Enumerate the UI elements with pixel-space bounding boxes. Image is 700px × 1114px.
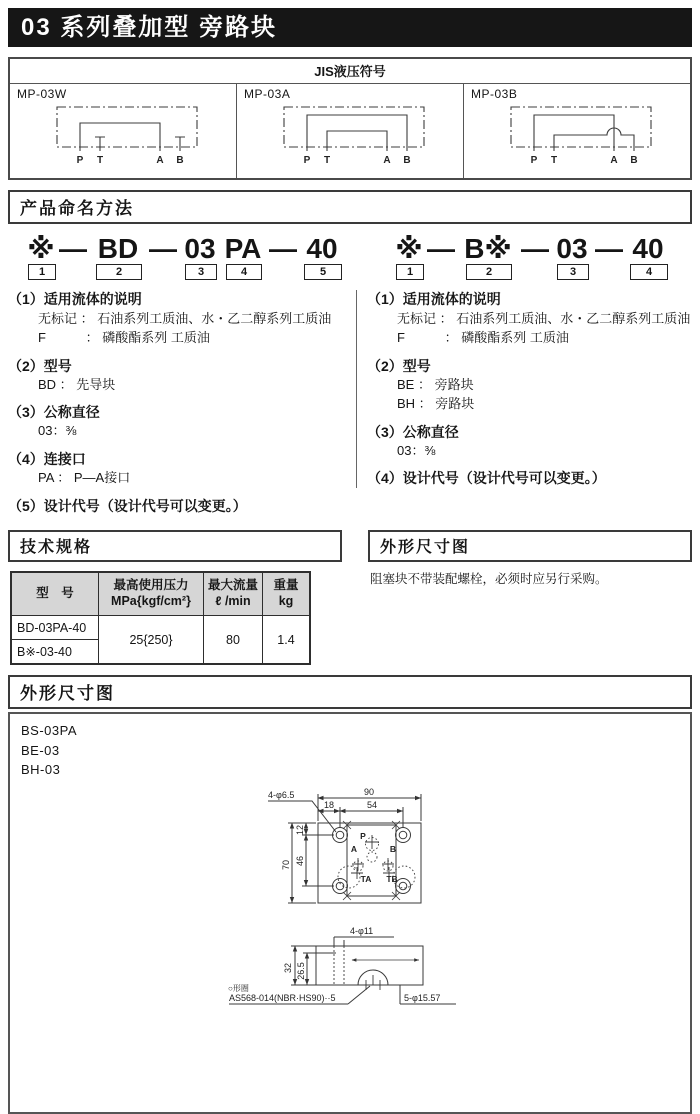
jis-cell-mp03w bbox=[10, 84, 237, 178]
dim-model-1: BS-03PA bbox=[21, 723, 78, 739]
item-head-text: 适用流体的说明 bbox=[43, 291, 142, 308]
item-num: （3） bbox=[367, 423, 403, 440]
item-row: 无标记 ： 石油系列工质油、水・乙二醇系列工质油 bbox=[38, 310, 332, 326]
top-view-geometry bbox=[268, 794, 421, 903]
oring-spec-label: AS568-014(NBR·HS90)··5 bbox=[229, 993, 336, 1004]
naming-items-left bbox=[8, 290, 356, 514]
col-header-flow: 最大流量 bbox=[207, 578, 258, 593]
item-row: 03：⅜ bbox=[397, 442, 436, 458]
code-box-3: 3 bbox=[557, 264, 589, 280]
code-seg: 03 bbox=[556, 233, 588, 264]
model-code-row bbox=[26, 234, 356, 263]
port-b-label: B bbox=[389, 844, 397, 855]
item-row: F ： 磷酸酯系列 工质油 bbox=[397, 330, 569, 346]
jis-panel-title: JIS液压符号 bbox=[10, 59, 690, 84]
code-seg: — bbox=[149, 233, 177, 264]
naming-item bbox=[367, 469, 692, 487]
dim-bore-label: 5-φ15.57 bbox=[404, 993, 441, 1004]
code-seg: — bbox=[59, 233, 87, 264]
item-head-text: 型号 bbox=[43, 357, 72, 374]
item-row: BH ： 旁路块 bbox=[397, 396, 475, 412]
col-header-weight-unit: kg bbox=[278, 594, 294, 609]
code-seg: 03 bbox=[184, 233, 216, 264]
dim-offset-left-label: 18 bbox=[323, 800, 335, 811]
catalog-page bbox=[8, 0, 692, 1114]
flow-value: 80 bbox=[204, 616, 263, 665]
code-box-4: 4 bbox=[630, 264, 668, 280]
port-label-a: A bbox=[610, 155, 618, 166]
outline-note-text: 阻塞块不带装配螺栓，必须时应另行采购。 bbox=[370, 571, 608, 586]
item-row: BD ： 先导块 bbox=[38, 376, 116, 392]
oring-name-label: ○形圈 bbox=[228, 984, 249, 994]
naming-item bbox=[367, 423, 692, 461]
code-number-boxes bbox=[26, 264, 356, 282]
code-box-2: 2 bbox=[466, 264, 512, 280]
dim-width-label: 90 bbox=[363, 787, 375, 798]
col-header-flow-unit: ℓ /min bbox=[215, 594, 251, 609]
code-seg: BD bbox=[97, 233, 139, 264]
naming-item bbox=[8, 497, 356, 515]
item-row: 03：⅜ bbox=[38, 423, 77, 439]
naming-item bbox=[8, 403, 356, 441]
item-num: （1） bbox=[367, 291, 403, 308]
dimension-drawing bbox=[216, 778, 546, 1028]
spec-table bbox=[10, 571, 311, 666]
port-label-t: T bbox=[550, 155, 558, 166]
col-header-pressure: 最高使用压力 bbox=[113, 578, 189, 593]
dim-holes-label: 4-φ6.5 bbox=[268, 790, 295, 801]
naming-item bbox=[8, 290, 356, 347]
hydraulic-symbol-mp03b-diagram bbox=[466, 97, 688, 171]
item-head-text: 设计代号（设计代号可以变更。） bbox=[43, 497, 247, 514]
symbol-model-label: MP-03B bbox=[471, 87, 518, 101]
naming-columns bbox=[8, 226, 692, 524]
col-header-weight: 重量 bbox=[273, 578, 299, 593]
port-label-t: T bbox=[323, 155, 331, 166]
item-num: （2） bbox=[367, 357, 403, 374]
dim-side-depth-label: 26.5 bbox=[296, 962, 306, 981]
code-seg: — bbox=[427, 233, 455, 264]
code-box-3: 3 bbox=[185, 264, 217, 280]
code-seg: — bbox=[269, 233, 297, 264]
naming-section-title: 产品命名方法 bbox=[8, 190, 692, 224]
code-seg: PA bbox=[224, 233, 262, 264]
port-label-a: A bbox=[383, 155, 391, 166]
hydraulic-symbol-mp03w-diagram bbox=[12, 97, 234, 171]
code-seg: ※ bbox=[27, 233, 55, 264]
code-box-2: 2 bbox=[96, 264, 142, 280]
naming-item bbox=[367, 290, 692, 347]
jis-cell-mp03a bbox=[237, 84, 464, 178]
dim-side-holes-label: 4-φ11 bbox=[350, 926, 374, 937]
item-num: （4） bbox=[8, 450, 44, 467]
code-box-1: 1 bbox=[28, 264, 56, 280]
code-seg: ※ bbox=[395, 233, 423, 264]
item-head-text: 适用流体的说明 bbox=[402, 291, 501, 308]
item-head-text: 公称直径 bbox=[43, 404, 100, 421]
dim-model-2: BE-03 bbox=[21, 742, 60, 758]
code-seg: — bbox=[595, 233, 623, 264]
item-head-text: 设计代号（设计代号可以变更。） bbox=[402, 470, 606, 487]
port-label-p: P bbox=[76, 155, 84, 166]
dimension-model-list bbox=[21, 721, 77, 780]
item-row: BE ： 旁路块 bbox=[397, 376, 474, 392]
col-header-model: 型 号 bbox=[36, 586, 74, 601]
port-ta-label: TA bbox=[360, 874, 372, 885]
item-num: （3） bbox=[8, 404, 44, 421]
model-code-row bbox=[394, 234, 692, 263]
naming-item bbox=[367, 357, 692, 414]
naming-column-bd bbox=[8, 226, 356, 524]
jis-cell-mp03b bbox=[464, 84, 690, 178]
item-row: 无标记 ： 石油系列工质油、水・乙二醇系列工质油 bbox=[397, 310, 691, 326]
code-seg: — bbox=[521, 233, 549, 264]
port-a-label: A bbox=[350, 844, 358, 855]
dim-span-label: 54 bbox=[366, 800, 378, 811]
dim-height-label: 70 bbox=[281, 860, 291, 871]
jis-symbol-panel bbox=[8, 57, 692, 180]
item-num: （4） bbox=[367, 470, 403, 487]
model-code-b bbox=[394, 234, 692, 282]
symbol-model-label: MP-03A bbox=[244, 87, 291, 101]
model-name-cell: BD-03PA-40 bbox=[11, 616, 99, 640]
code-number-boxes bbox=[394, 264, 692, 282]
port-label-b: B bbox=[403, 155, 411, 166]
tech-spec-title: 技术规格 bbox=[8, 530, 342, 562]
hydraulic-symbol-mp03a-diagram bbox=[239, 97, 461, 171]
model-name-cell: B※-03-40 bbox=[11, 640, 99, 665]
pressure-value: 25{250} bbox=[99, 616, 204, 665]
col-header-pressure-unit: MPa{kgf/cm²} bbox=[111, 594, 191, 609]
item-num: （5） bbox=[8, 497, 44, 514]
code-box-1: 1 bbox=[396, 264, 424, 280]
port-label-a: A bbox=[156, 155, 164, 166]
dim-model-3: BH-03 bbox=[21, 762, 61, 778]
outline-note-panel bbox=[368, 530, 692, 666]
port-p-label: P bbox=[360, 831, 366, 842]
port-label-t: T bbox=[96, 155, 104, 166]
port-label-b: B bbox=[176, 155, 184, 166]
dimension-drawing-panel bbox=[8, 712, 692, 1114]
code-box-4: 4 bbox=[226, 264, 262, 280]
code-seg: B※ bbox=[464, 233, 512, 264]
dimension-section-title: 外形尺寸图 bbox=[8, 675, 692, 709]
code-box-5: 5 bbox=[304, 264, 342, 280]
dim-side-height-label: 32 bbox=[283, 963, 293, 974]
weight-value: 1.4 bbox=[263, 616, 311, 665]
port-label-p: P bbox=[530, 155, 538, 166]
code-seg: 40 bbox=[306, 233, 338, 264]
naming-column-b bbox=[356, 226, 692, 524]
naming-items-right bbox=[356, 290, 692, 487]
spec-section bbox=[8, 530, 692, 666]
tech-spec-panel bbox=[8, 530, 356, 666]
item-num: （2） bbox=[8, 357, 44, 374]
spec-table-row bbox=[11, 616, 310, 640]
naming-item bbox=[8, 357, 356, 395]
item-head-text: 公称直径 bbox=[402, 423, 459, 440]
item-row: PA ： P—A接口 bbox=[38, 470, 131, 486]
item-head-text: 型号 bbox=[402, 357, 431, 374]
symbol-model-label: MP-03W bbox=[17, 87, 67, 101]
dim-offset-top-label: 12 bbox=[295, 825, 305, 836]
port-label-b: B bbox=[630, 155, 638, 166]
item-num: （1） bbox=[8, 291, 44, 308]
dim-vspan-label: 46 bbox=[295, 856, 305, 867]
code-seg: 40 bbox=[632, 233, 664, 264]
outline-note-title: 外形尺寸图 bbox=[368, 530, 692, 562]
jis-symbol-cells bbox=[10, 84, 690, 178]
port-tb-label: TB bbox=[386, 874, 398, 885]
spec-table-header-row bbox=[11, 572, 310, 616]
port-label-p: P bbox=[303, 155, 311, 166]
item-row: F ： 磷酸酯系列 工质油 bbox=[38, 330, 210, 346]
naming-item bbox=[8, 450, 356, 488]
item-head-text: 连接口 bbox=[43, 450, 86, 467]
model-code-bd bbox=[26, 234, 356, 282]
page-title: 03 系列叠加型 旁路块 bbox=[8, 8, 692, 47]
